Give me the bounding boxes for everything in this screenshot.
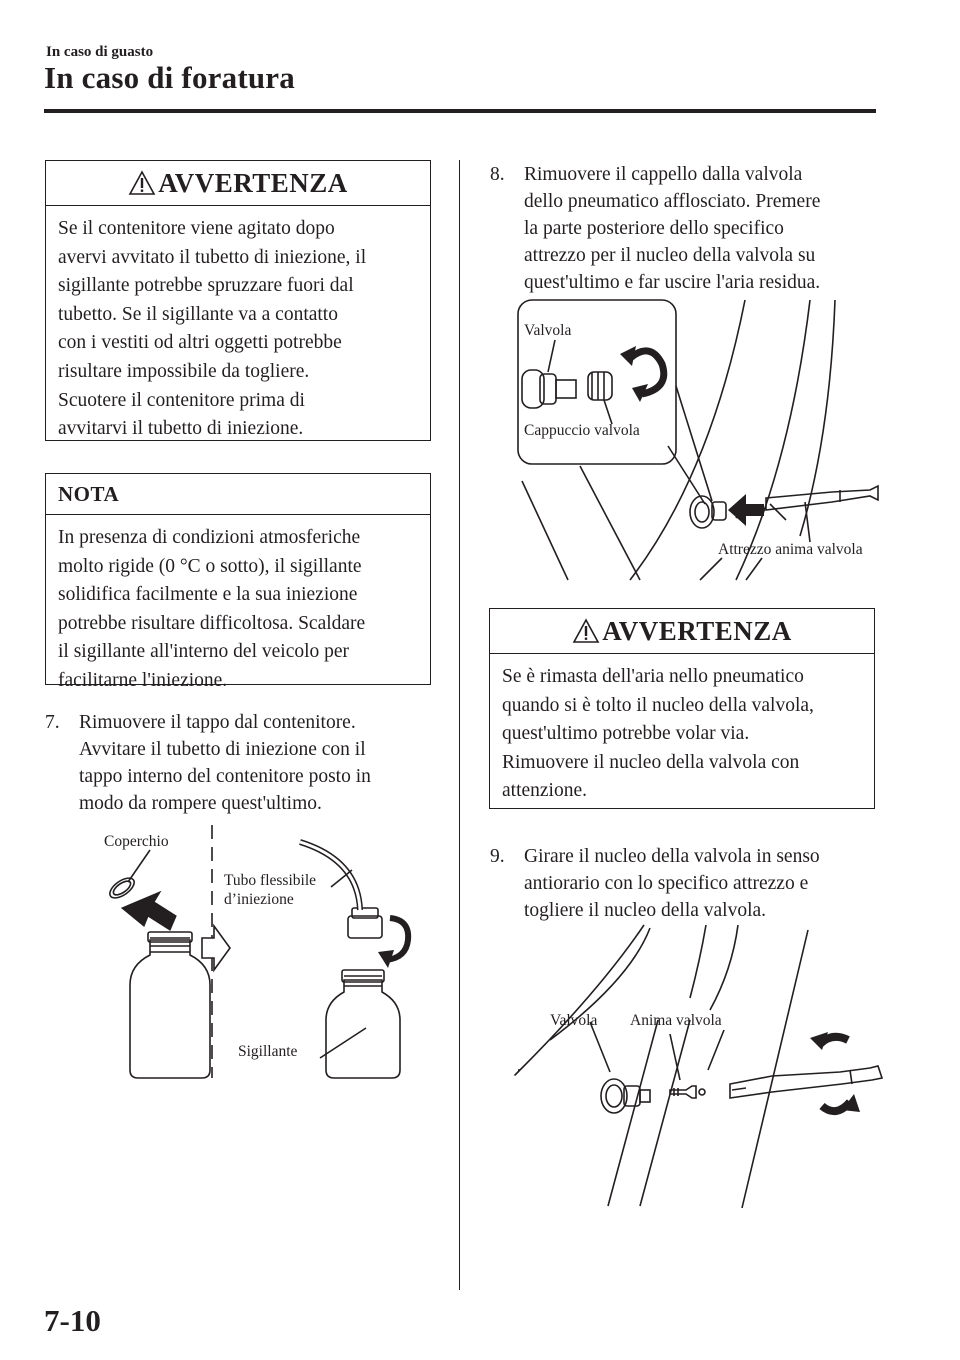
label-cappuccio-valvola: Cappuccio valvola xyxy=(524,422,640,439)
figure-valve-core-removal xyxy=(510,920,895,1212)
text-line: avvitarvi il tubetto di iniezione. xyxy=(58,418,304,440)
column-divider xyxy=(459,160,460,1290)
step-8 xyxy=(490,161,890,296)
text-line: quando si è tolto il nucleo della valvola, xyxy=(502,694,814,716)
step-line: antiorario con lo specifico attrezzo e xyxy=(524,873,809,894)
text-line: Se il contenitore viene agitato dopo xyxy=(58,218,335,239)
text-line: sigillante potrebbe spruzzare fuori dal xyxy=(58,275,354,297)
text-line: molto rigide (0 °C o sotto), il sigillante xyxy=(58,555,362,577)
note-body xyxy=(46,515,430,696)
label-sigillante: Sigillante xyxy=(238,1043,298,1060)
push-arrow-icon xyxy=(122,892,176,930)
step-line: la parte posteriore dello specifico xyxy=(524,218,784,239)
section-label: In caso di guasto xyxy=(46,44,154,60)
step-9 xyxy=(490,843,890,924)
step-line: Rimuovere il cappello dalla valvola xyxy=(524,164,803,185)
text-line: solidifica facilmente e la sua iniezione xyxy=(58,584,358,606)
text-line: risultare impossibile da togliere. xyxy=(58,360,310,382)
warning-triangle-icon xyxy=(572,618,600,644)
text-line: con i vestiti od altri oggetti potrebbe xyxy=(58,332,342,354)
step-7 xyxy=(45,709,445,817)
step-line: Avvitare il tubetto di iniezione con il xyxy=(79,739,366,760)
label-coperchio: Coperchio xyxy=(104,833,169,850)
note-box xyxy=(45,473,431,691)
step-line: dello pneumatico afflosciato. Premere xyxy=(524,191,821,212)
step-number: 9. xyxy=(490,846,505,867)
note-heading: NOTA xyxy=(46,474,430,515)
page-title: In caso di foratura xyxy=(44,60,295,95)
page-number: 7-10 xyxy=(44,1303,101,1338)
push-arrow-icon xyxy=(728,494,764,526)
text-line: In presenza di condizioni atmosferiche xyxy=(58,527,361,548)
text-line: Rimuovere il nucleo della valvola con xyxy=(502,751,800,773)
label-tubo-flessibile: Tubo flessibile xyxy=(224,872,317,889)
step-number: 8. xyxy=(490,164,505,185)
step-line: togliere il nucleo della valvola. xyxy=(524,900,767,921)
label-attrezzo-anima-valvola: Attrezzo anima valvola xyxy=(718,541,863,558)
text-line: attenzione. xyxy=(502,780,587,802)
warning-heading: AVVERTENZA xyxy=(46,161,430,206)
title-rule xyxy=(44,109,876,113)
text-line: potrebbe risultare difficoltosa. Scaldare xyxy=(58,612,366,634)
label-valvola: Valvola xyxy=(524,322,572,339)
text-line: il sigillante all'interno del veicolo per xyxy=(58,641,350,663)
step-line: attrezzo per il nucleo della valvola su xyxy=(524,245,816,266)
label-iniezione: d’iniezione xyxy=(224,891,294,908)
step-line: Rimuovere il tappo dal contenitore. xyxy=(79,712,356,733)
text-line: quest'ultimo potrebbe volar via. xyxy=(502,723,750,745)
text-line: Se è rimasta dell'aria nello pneumatico xyxy=(502,666,804,687)
text-line: Scuotere il contenitore prima di xyxy=(58,389,305,411)
warning-box-2 xyxy=(489,608,875,809)
text-line: tubetto. Se il sigillante va a contatto xyxy=(58,303,338,325)
rotate-arrow-icon xyxy=(620,346,664,402)
label-valvola: Valvola xyxy=(550,1012,598,1029)
text-line: facilitarne l'iniezione. xyxy=(58,669,228,691)
step-line: modo da rompere quest'ultimo. xyxy=(79,793,322,814)
warning-body xyxy=(46,206,430,444)
step-line: quest'ultimo e far uscire l'aria residua. xyxy=(524,272,821,293)
warning-heading: AVVERTENZA xyxy=(490,609,874,654)
step-line: Girare il nucleo della valvola in senso xyxy=(524,846,820,867)
step-line: tappo interno del contenitore posto in xyxy=(79,766,371,787)
warning-triangle-icon xyxy=(128,170,156,196)
text-line: avervi avvitato il tubetto di iniezione, il xyxy=(58,246,367,268)
warning-box-1 xyxy=(45,160,431,441)
step-number: 7. xyxy=(45,712,60,733)
direction-arrow-icon xyxy=(202,926,230,970)
warning-body xyxy=(490,654,874,806)
label-anima-valvola: Anima valvola xyxy=(630,1012,722,1029)
